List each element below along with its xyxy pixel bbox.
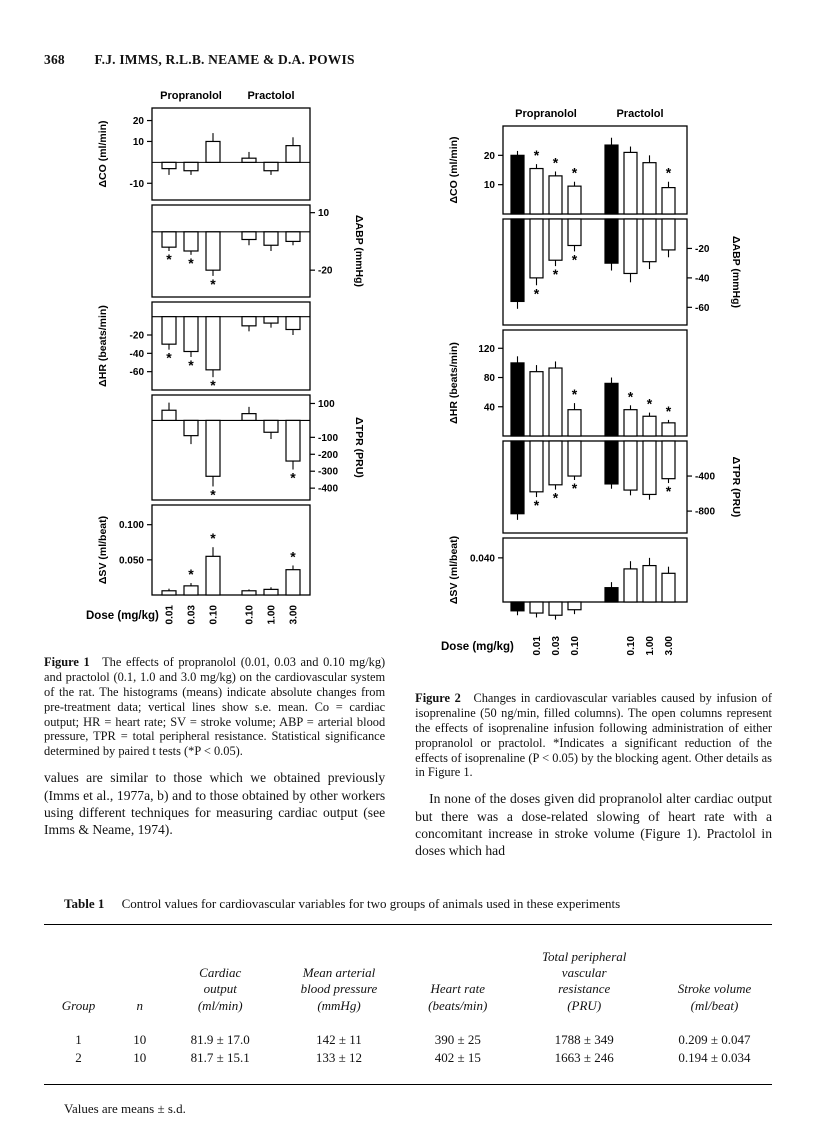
svg-text:0.01: 0.01 [164, 605, 176, 625]
svg-text:-300: -300 [318, 466, 339, 478]
table-column-header: Cardiac output (ml/min) [197, 965, 243, 1013]
running-head [44, 52, 772, 68]
svg-text:*: * [665, 483, 672, 500]
table-cell: 133 ± 12 [315, 1049, 363, 1065]
svg-text:-60: -60 [129, 367, 144, 379]
svg-text:-20: -20 [695, 243, 710, 255]
svg-text:20: 20 [132, 116, 144, 128]
svg-text:*: * [646, 395, 653, 412]
table-cell: 142 ± 11 [316, 1031, 362, 1047]
svg-text:*: * [210, 275, 216, 292]
svg-text:-40: -40 [129, 348, 144, 360]
svg-text:*: * [552, 489, 559, 506]
table-note: Values are means ± s.d. [64, 1100, 186, 1116]
svg-text:-400: -400 [695, 471, 716, 483]
svg-text:ΔCO (ml/min): ΔCO (ml/min) [448, 136, 461, 204]
table-cell: 1663 ± 246 [554, 1049, 614, 1065]
svg-text:Dose (mg/kg): Dose (mg/kg) [441, 641, 514, 653]
table-body [44, 1014, 772, 1066]
figure-1-caption [44, 655, 385, 759]
svg-text:-10: -10 [129, 178, 144, 190]
table-cell: 81.7 ± 15.1 [190, 1049, 250, 1065]
svg-text:1.00: 1.00 [266, 605, 278, 625]
table-column-header: Total peripheral vascular resistance (PRU) [541, 948, 627, 1013]
svg-text:*: * [552, 154, 559, 171]
figure-2-caption-label: Figure 2 [415, 691, 461, 705]
table-cell: 1788 ± 349 [554, 1031, 614, 1047]
svg-text:120: 120 [478, 343, 496, 355]
svg-text:*: * [571, 479, 578, 496]
svg-text:-800: -800 [695, 506, 716, 518]
page-number: 368 [44, 52, 65, 67]
table-1-title-text: Control values for cardiovascular variables for two groups of animals used in these experiments [121, 895, 621, 911]
table-cell: 1 [75, 1031, 82, 1047]
svg-text:*: * [210, 377, 216, 394]
svg-text:80: 80 [484, 373, 496, 385]
svg-text:ΔABP (mmHg): ΔABP (mmHg) [730, 235, 743, 309]
svg-text:40: 40 [484, 402, 496, 414]
svg-text:-40: -40 [695, 273, 710, 285]
svg-text:*: * [290, 469, 296, 486]
svg-text:10: 10 [318, 208, 330, 220]
svg-text:Practolol: Practolol [247, 90, 295, 102]
two-column-layout [44, 68, 772, 860]
table-row [44, 1048, 772, 1066]
svg-text:*: * [290, 548, 296, 565]
svg-text:-400: -400 [318, 483, 339, 495]
figure-2-caption [415, 691, 772, 780]
figure-2-chart [441, 96, 747, 680]
svg-text:*: * [627, 388, 634, 405]
svg-text:ΔHR (beats/min): ΔHR (beats/min) [97, 305, 109, 387]
svg-text:0.100: 0.100 [118, 520, 144, 532]
svg-text:0.050: 0.050 [118, 555, 144, 567]
svg-text:ΔTPR (PRU): ΔTPR (PRU) [730, 456, 743, 518]
svg-text:*: * [166, 251, 172, 267]
table-cell: 390 ± 25 [434, 1031, 481, 1047]
svg-text:ΔTPR (PRU): ΔTPR (PRU) [353, 417, 365, 478]
svg-text:ΔCO (ml/min): ΔCO (ml/min) [97, 120, 109, 188]
svg-text:ΔSV (ml/beat): ΔSV (ml/beat) [448, 535, 461, 605]
svg-text:3.00: 3.00 [288, 605, 300, 625]
svg-text:0.03: 0.03 [551, 636, 563, 656]
table-1-section [44, 896, 772, 1117]
right-column [415, 68, 772, 860]
svg-text:ΔSV (ml/beat): ΔSV (ml/beat) [97, 515, 109, 585]
svg-text:*: * [533, 147, 540, 164]
svg-text:*: * [533, 497, 540, 514]
figure-2-caption-text: Changes in cardiovascular variables caused by infusion of isoprenaline (50 ng/min, filled columns). The open columns represent the effects of isoprenaline infusion following administration of either propranolol or practolol. *Indicates a significant reduction of the effects of isoprenaline (P < 0.05) by the blocking agent. Other details as in Figure 1. [415, 691, 772, 780]
svg-text:20: 20 [484, 150, 496, 162]
svg-text:*: * [552, 266, 559, 283]
table-cell: 10 [133, 1031, 147, 1047]
svg-text:0.01: 0.01 [532, 636, 544, 656]
figure-2 [441, 96, 772, 685]
table-cell: 2 [75, 1049, 82, 1065]
table-rule-box [44, 924, 772, 1085]
table-row [44, 1014, 772, 1048]
svg-text:*: * [571, 386, 578, 403]
svg-text:100: 100 [318, 398, 335, 410]
svg-text:0.040: 0.040 [470, 553, 496, 565]
body-paragraph-right: In none of the doses given did propranolol alter cardiac output but there was a dose-related slowing of heart rate with a concomitant increase in stroke volume (Figure 1). Practolol in doses which had [415, 791, 772, 859]
table-1-title [44, 896, 772, 912]
svg-text:*: * [571, 251, 578, 268]
svg-text:10: 10 [484, 180, 496, 192]
svg-text:*: * [188, 566, 194, 583]
table-cell: 0.194 ± 0.034 [678, 1049, 751, 1065]
svg-text:ΔABP (mmHg): ΔABP (mmHg) [353, 214, 365, 288]
svg-text:-20: -20 [129, 330, 144, 342]
table-column-header: Heart rate (beats/min) [428, 981, 488, 1013]
svg-text:ΔHR (beats/min): ΔHR (beats/min) [448, 342, 461, 424]
svg-text:10: 10 [132, 136, 144, 148]
table-column-header: n [136, 997, 144, 1013]
svg-text:0.10: 0.10 [208, 605, 220, 625]
table-cell: 81.9 ± 17.0 [190, 1031, 250, 1047]
table-cell: 402 ± 15 [434, 1049, 481, 1065]
table-1-label: Table 1 [64, 895, 105, 911]
svg-text:*: * [665, 164, 672, 181]
svg-text:Propranolol: Propranolol [515, 108, 578, 120]
table-cell: 0.209 ± 0.047 [678, 1031, 751, 1047]
svg-text:-200: -200 [318, 449, 339, 461]
table-column-header: Stroke volume (ml/beat) [677, 981, 752, 1013]
figure-1-caption-label: Figure 1 [44, 655, 90, 669]
svg-text:-20: -20 [318, 265, 333, 277]
control-values-table [44, 949, 772, 1066]
svg-text:-100: -100 [318, 432, 339, 444]
table-column-header: Group [61, 997, 96, 1013]
svg-text:Dose (mg/kg): Dose (mg/kg) [86, 610, 159, 622]
svg-text:*: * [210, 486, 216, 503]
svg-text:*: * [166, 349, 172, 366]
svg-text:0.10: 0.10 [244, 605, 256, 625]
svg-text:*: * [188, 254, 194, 271]
figure-1-chart [84, 82, 380, 644]
svg-text:*: * [665, 402, 672, 419]
svg-text:0.03: 0.03 [186, 605, 198, 625]
svg-text:*: * [210, 530, 216, 547]
table-cell: 10 [133, 1049, 147, 1065]
svg-text:0.10: 0.10 [570, 636, 582, 656]
svg-text:Practolol: Practolol [616, 108, 664, 120]
svg-text:*: * [571, 164, 578, 181]
authors: F.J. IMMS, R.L.B. NEAME & D.A. POWIS [94, 52, 355, 67]
svg-text:Propranolol: Propranolol [160, 90, 222, 102]
left-column [44, 68, 385, 860]
svg-text:-60: -60 [695, 302, 710, 314]
svg-text:*: * [533, 285, 540, 302]
figure-1 [84, 82, 385, 649]
table-header-row [44, 949, 772, 1014]
table-column-header: Mean arterial blood pressure (mmHg) [300, 965, 378, 1013]
figure-1-caption-text: The effects of propranolol (0.01, 0.03 and 0.10 mg/kg) and practolol (0.1, 1.0 and 3.0 mg/kg) on the cardiovascular system of the rat. The histograms (means) indicate absolute changes from pre-treatment data; vertical lines show s.e. mean. Co = cardiac output; HR = heart rate; SV = stroke volume; ABP = arterial blood pressure, TPR = total peripheral resistance. Statistical significance determined by paired t tests (*P < 0.05). [44, 655, 386, 759]
svg-text:1.00: 1.00 [645, 636, 657, 656]
svg-text:3.00: 3.00 [664, 636, 676, 656]
svg-text:0.10: 0.10 [626, 636, 638, 656]
svg-text:*: * [188, 357, 194, 373]
body-paragraph-left: values are similar to those which we obtained previously (Imms et al., 1977a, b) and to those obtained by other workers using different techniques for measuring cardiac output (see Imms & Neame, 1974). [44, 770, 386, 838]
